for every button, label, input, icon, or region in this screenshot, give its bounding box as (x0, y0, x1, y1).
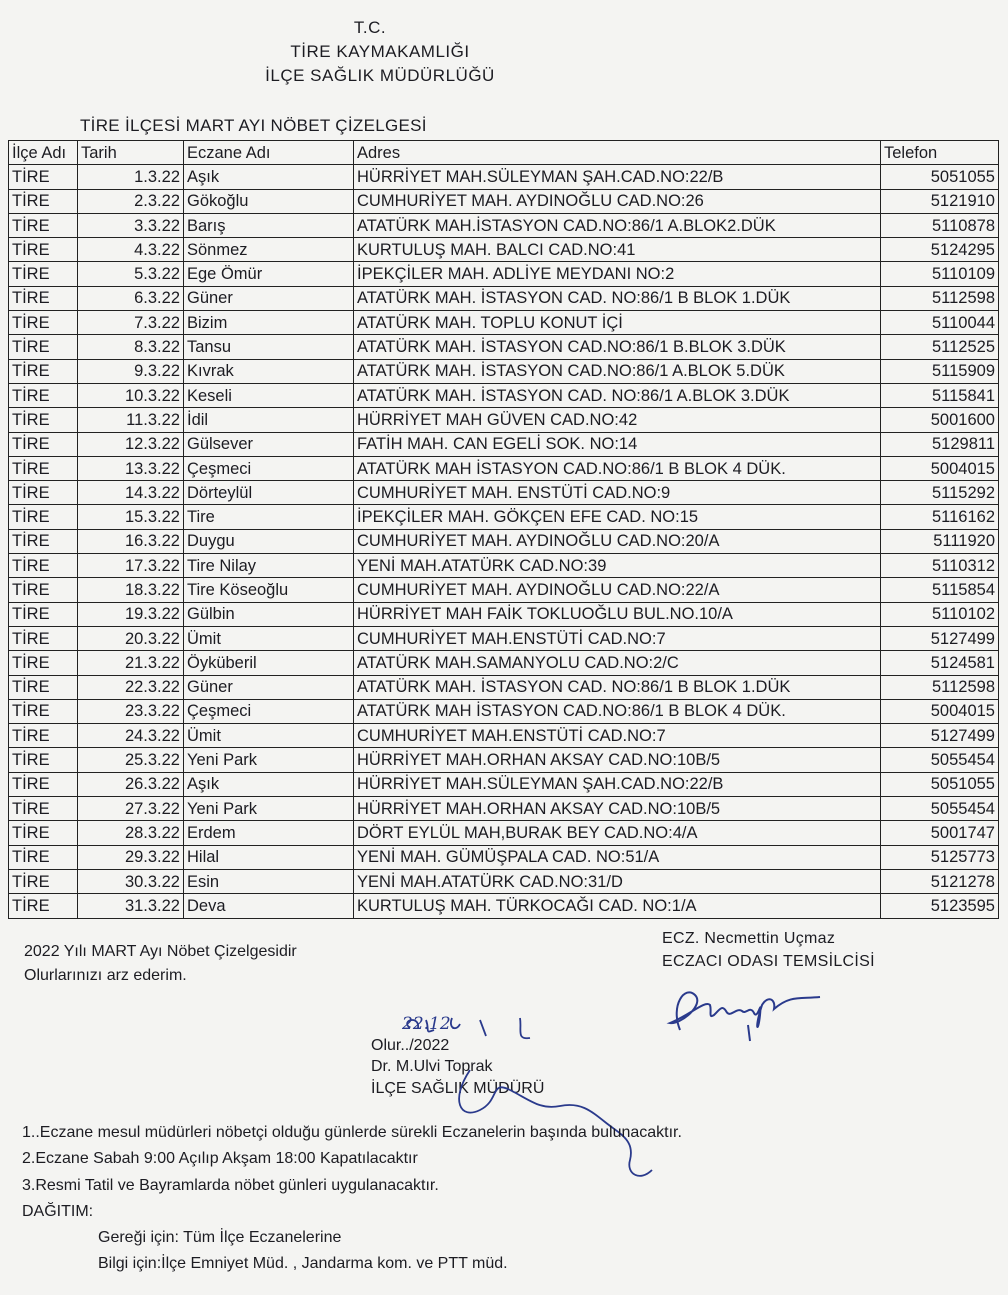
table-row (9, 408, 999, 432)
note-line-2: Olurlarınızı arz ederim. (24, 967, 187, 984)
phone-cell: 5115292 (881, 481, 999, 505)
table-row (9, 699, 999, 723)
date-cell: 14.3.22 (78, 481, 184, 505)
address-cell: ATATÜRK MAH. İSTASYON CAD. NO:86/1 A.BLOK 3.DÜK (354, 383, 881, 407)
pharmacy-name-cell: Dörteylül (184, 481, 354, 505)
date-cell: 27.3.22 (78, 797, 184, 821)
table-row (9, 505, 999, 529)
address-cell: ATATÜRK MAH İSTASYON CAD.NO:86/1 B BLOK 4 DÜK. (354, 699, 881, 723)
date-cell: 10.3.22 (78, 383, 184, 407)
pharmacy-name-cell: Esin (184, 869, 354, 893)
date-cell: 28.3.22 (78, 821, 184, 845)
table-row (9, 213, 999, 237)
address-cell: ATATÜRK MAH. TOPLU KONUT İÇİ (354, 311, 881, 335)
address-cell: HÜRRİYET MAH.SÜLEYMAN ŞAH.CAD.NO:22/B (354, 165, 881, 189)
pharmacy-name-cell: İdil (184, 408, 354, 432)
approval-olur-handwritten: 22.12. (402, 1014, 457, 1034)
pharmacy-name-cell: Sönmez (184, 238, 354, 262)
date-cell: 19.3.22 (78, 602, 184, 626)
address-cell: YENİ MAH. GÜMÜŞPALA CAD. NO:51/A (354, 845, 881, 869)
district-cell: TİRE (9, 165, 78, 189)
address-cell: YENİ MAH.ATATÜRK CAD.NO:31/D (354, 869, 881, 893)
date-cell: 26.3.22 (78, 772, 184, 796)
district-cell: TİRE (9, 456, 78, 480)
district-cell: TİRE (9, 748, 78, 772)
address-cell: HÜRRİYET MAH FAİK TOKLUOĞLU BUL.NO.10/A (354, 602, 881, 626)
date-cell: 20.3.22 (78, 626, 184, 650)
district-cell: TİRE (9, 481, 78, 505)
date-cell: 18.3.22 (78, 578, 184, 602)
district-cell: TİRE (9, 797, 78, 821)
date-cell: 25.3.22 (78, 748, 184, 772)
phone-cell: 5055454 (881, 748, 999, 772)
table-row (9, 359, 999, 383)
table-row (9, 311, 999, 335)
note-line-1: 2022 Yılı MART Ayı Nöbet Çizelgesidir (24, 943, 297, 960)
rule-1: 1..Eczane mesul müdürleri nöbetçi olduğu günlerde sürekli Eczanelerin başında bulunacaktır. (22, 1124, 682, 1141)
pharmacy-name-cell: Aşık (184, 165, 354, 189)
date-cell: 29.3.22 (78, 845, 184, 869)
date-cell: 22.3.22 (78, 675, 184, 699)
district-cell: TİRE (9, 505, 78, 529)
table-header-row (9, 141, 999, 165)
address-cell: CUMHURİYET MAH. AYDINOĞLU CAD.NO:26 (354, 189, 881, 213)
column-header: Eczane Adı (184, 141, 354, 165)
rule-2: 2.Eczane Sabah 9:00 Açılıp Akşam 18:00 Kapatılacaktır (22, 1150, 418, 1167)
pharmacy-name-cell: Tire Nilay (184, 554, 354, 578)
district-cell: TİRE (9, 432, 78, 456)
district-cell: TİRE (9, 238, 78, 262)
pharmacy-name-cell: Güner (184, 675, 354, 699)
district-cell: TİRE (9, 213, 78, 237)
address-cell: ATATÜRK MAH. İSTASYON CAD.NO:86/1 A.BLOK 5.DÜK (354, 359, 881, 383)
address-cell: YENİ MAH.ATATÜRK CAD.NO:39 (354, 554, 881, 578)
approval-olur: Olur../2022 (371, 1037, 450, 1054)
pharmacy-name-cell: Erdem (184, 821, 354, 845)
phone-cell: 5116162 (881, 505, 999, 529)
district-cell: TİRE (9, 408, 78, 432)
address-cell: ATATÜRK MAH İSTASYON CAD.NO:86/1 B BLOK 4 DÜK. (354, 456, 881, 480)
header-line-3: İLÇE SAĞLIK MÜDÜRLÜĞÜ (265, 66, 495, 85)
table-row (9, 772, 999, 796)
phone-cell: 5115854 (881, 578, 999, 602)
pharmacy-name-cell: Ümit (184, 724, 354, 748)
table-row (9, 529, 999, 553)
date-cell: 1.3.22 (78, 165, 184, 189)
representative-role: ECZACI ODASI TEMSİLCİSİ (662, 953, 875, 970)
phone-cell: 5121910 (881, 189, 999, 213)
representative-name: ECZ. Necmettin Uçmaz (662, 930, 836, 947)
district-cell: TİRE (9, 335, 78, 359)
address-cell: HÜRRİYET MAH.SÜLEYMAN ŞAH.CAD.NO:22/B (354, 772, 881, 796)
phone-cell: 5004015 (881, 699, 999, 723)
address-cell: KURTULUŞ MAH. TÜRKOCAĞI CAD. NO:1/A (354, 894, 881, 918)
date-cell: 15.3.22 (78, 505, 184, 529)
table-row (9, 238, 999, 262)
pharmacy-name-cell: Barış (184, 213, 354, 237)
phone-cell: 5124581 (881, 651, 999, 675)
date-cell: 6.3.22 (78, 286, 184, 310)
district-cell: TİRE (9, 286, 78, 310)
table-row (9, 821, 999, 845)
phone-cell: 5127499 (881, 724, 999, 748)
phone-cell: 5129811 (881, 432, 999, 456)
pharmacy-name-cell: Bizim (184, 311, 354, 335)
rule-3: 3.Resmi Tatil ve Bayramlarda nöbet günleri uygulanacaktır. (22, 1177, 439, 1194)
approval-role: İLÇE SAĞLIK MÜDÜRÜ (371, 1080, 545, 1097)
address-cell: ATATÜRK MAH. İSTASYON CAD. NO:86/1 B BLOK 1.DÜK (354, 286, 881, 310)
address-cell: CUMHURİYET MAH.ENSTÜTİ CAD.NO:7 (354, 626, 881, 650)
district-cell: TİRE (9, 311, 78, 335)
table-row (9, 456, 999, 480)
date-cell: 11.3.22 (78, 408, 184, 432)
district-cell: TİRE (9, 602, 78, 626)
table-row (9, 894, 999, 918)
address-cell: ATATÜRK MAH.İSTASYON CAD.NO:86/1 A.BLOK2.DÜK (354, 213, 881, 237)
pharmacy-name-cell: Deva (184, 894, 354, 918)
table-row (9, 797, 999, 821)
district-cell: TİRE (9, 554, 78, 578)
address-cell: KURTULUŞ MAH. BALCI CAD.NO:41 (354, 238, 881, 262)
table-row (9, 432, 999, 456)
district-cell: TİRE (9, 894, 78, 918)
district-cell: TİRE (9, 578, 78, 602)
pharmacy-name-cell: Keseli (184, 383, 354, 407)
table-row (9, 626, 999, 650)
pharmacy-name-cell: Kıvrak (184, 359, 354, 383)
address-cell: ATATÜRK MAH. İSTASYON CAD.NO:86/1 B.BLOK 3.DÜK (354, 335, 881, 359)
district-cell: TİRE (9, 529, 78, 553)
table-row (9, 189, 999, 213)
table-row (9, 165, 999, 189)
phone-cell: 5112598 (881, 675, 999, 699)
table-row (9, 578, 999, 602)
table-row (9, 383, 999, 407)
address-cell: HÜRRİYET MAH.ORHAN AKSAY CAD.NO:10B/5 (354, 748, 881, 772)
header-line-2: TİRE KAYMAKAMLIĞI (290, 42, 470, 61)
date-cell: 21.3.22 (78, 651, 184, 675)
date-cell: 31.3.22 (78, 894, 184, 918)
phone-cell: 5110312 (881, 554, 999, 578)
district-cell: TİRE (9, 724, 78, 748)
district-cell: TİRE (9, 262, 78, 286)
phone-cell: 5055454 (881, 797, 999, 821)
distribution-line-1: Gereği için: Tüm İlçe Eczanelerine (98, 1229, 342, 1246)
address-cell: İPEKÇİLER MAH. GÖKÇEN EFE CAD. NO:15 (354, 505, 881, 529)
date-cell: 7.3.22 (78, 311, 184, 335)
pharmacy-name-cell: Gökoğlu (184, 189, 354, 213)
table-row (9, 845, 999, 869)
column-header: Tarih (78, 141, 184, 165)
date-cell: 9.3.22 (78, 359, 184, 383)
date-cell: 24.3.22 (78, 724, 184, 748)
address-cell: HÜRRİYET MAH GÜVEN CAD.NO:42 (354, 408, 881, 432)
phone-cell: 5124295 (881, 238, 999, 262)
address-cell: CUMHURİYET MAH. AYDINOĞLU CAD.NO:20/A (354, 529, 881, 553)
phone-cell: 5127499 (881, 626, 999, 650)
table-body (9, 165, 999, 918)
phone-cell: 5004015 (881, 456, 999, 480)
pharmacy-name-cell: Tansu (184, 335, 354, 359)
date-cell: 2.3.22 (78, 189, 184, 213)
column-header: Telefon (881, 141, 999, 165)
address-cell: DÖRT EYLÜL MAH,BURAK BEY CAD.NO:4/A (354, 821, 881, 845)
column-header: İlçe Adı (9, 141, 78, 165)
district-cell: TİRE (9, 772, 78, 796)
address-cell: CUMHURİYET MAH. AYDINOĞLU CAD.NO:22/A (354, 578, 881, 602)
pharmacy-name-cell: Gülbin (184, 602, 354, 626)
table-row (9, 675, 999, 699)
district-cell: TİRE (9, 359, 78, 383)
phone-cell: 5051055 (881, 772, 999, 796)
date-cell: 30.3.22 (78, 869, 184, 893)
date-cell: 23.3.22 (78, 699, 184, 723)
pharmacy-name-cell: Öyküberil (184, 651, 354, 675)
address-cell: CUMHURİYET MAH. ENSTÜTİ CAD.NO:9 (354, 481, 881, 505)
district-cell: TİRE (9, 383, 78, 407)
phone-cell: 5001600 (881, 408, 999, 432)
table-row (9, 335, 999, 359)
phone-cell: 5110109 (881, 262, 999, 286)
address-cell: ATATÜRK MAH. İSTASYON CAD. NO:86/1 B BLOK 1.DÜK (354, 675, 881, 699)
phone-cell: 5121278 (881, 869, 999, 893)
district-cell: TİRE (9, 699, 78, 723)
pharmacy-name-cell: Hilal (184, 845, 354, 869)
phone-cell: 5115909 (881, 359, 999, 383)
phone-cell: 5001747 (881, 821, 999, 845)
phone-cell: 5112525 (881, 335, 999, 359)
schedule-title: TİRE İLÇESİ MART AYI NÖBET ÇİZELGESİ (80, 116, 427, 135)
pharmacy-name-cell: Aşık (184, 772, 354, 796)
table-row (9, 481, 999, 505)
phone-cell: 5115841 (881, 383, 999, 407)
date-cell: 3.3.22 (78, 213, 184, 237)
phone-cell: 5111920 (881, 529, 999, 553)
pharmacy-name-cell: Çeşmeci (184, 699, 354, 723)
column-header: Adres (354, 141, 881, 165)
table-row (9, 286, 999, 310)
date-cell: 16.3.22 (78, 529, 184, 553)
table-row (9, 262, 999, 286)
table-row (9, 554, 999, 578)
table-row (9, 724, 999, 748)
district-cell: TİRE (9, 869, 78, 893)
pharmacy-name-cell: Gülsever (184, 432, 354, 456)
pharmacy-name-cell: Yeni Park (184, 748, 354, 772)
address-cell: FATİH MAH. CAN EGELİ SOK. NO:14 (354, 432, 881, 456)
phone-cell: 5110044 (881, 311, 999, 335)
address-cell: İPEKÇİLER MAH. ADLİYE MEYDANI NO:2 (354, 262, 881, 286)
pharmacy-name-cell: Duygu (184, 529, 354, 553)
phone-cell: 5110102 (881, 602, 999, 626)
pharmacy-name-cell: Tire Köseoğlu (184, 578, 354, 602)
address-cell: ATATÜRK MAH.SAMANYOLU CAD.NO:2/C (354, 651, 881, 675)
district-cell: TİRE (9, 626, 78, 650)
date-cell: 5.3.22 (78, 262, 184, 286)
pharmacy-name-cell: Ege Ömür (184, 262, 354, 286)
pharmacy-name-cell: Ümit (184, 626, 354, 650)
pharmacy-name-cell: Güner (184, 286, 354, 310)
director-signature (390, 1010, 850, 1190)
pharmacy-name-cell: Tire (184, 505, 354, 529)
phone-cell: 5125773 (881, 845, 999, 869)
phone-cell: 5051055 (881, 165, 999, 189)
district-cell: TİRE (9, 821, 78, 845)
date-cell: 12.3.22 (78, 432, 184, 456)
district-cell: TİRE (9, 189, 78, 213)
date-cell: 13.3.22 (78, 456, 184, 480)
duty-schedule-table (8, 140, 999, 919)
phone-cell: 5110878 (881, 213, 999, 237)
table-row (9, 651, 999, 675)
district-cell: TİRE (9, 651, 78, 675)
phone-cell: 5123595 (881, 894, 999, 918)
distribution-label: DAĞITIM: (22, 1203, 94, 1220)
table-row (9, 602, 999, 626)
date-cell: 17.3.22 (78, 554, 184, 578)
approval-name: Dr. M.Ulvi Toprak (371, 1058, 493, 1075)
phone-cell: 5112598 (881, 286, 999, 310)
pharmacy-name-cell: Çeşmeci (184, 456, 354, 480)
date-cell: 8.3.22 (78, 335, 184, 359)
table-row (9, 748, 999, 772)
header-line-1: T.C. (353, 18, 387, 37)
district-cell: TİRE (9, 845, 78, 869)
pharmacy-name-cell: Yeni Park (184, 797, 354, 821)
address-cell: HÜRRİYET MAH.ORHAN AKSAY CAD.NO:10B/5 (354, 797, 881, 821)
address-cell: CUMHURİYET MAH.ENSTÜTİ CAD.NO:7 (354, 724, 881, 748)
date-cell: 4.3.22 (78, 238, 184, 262)
table-row (9, 869, 999, 893)
distribution-line-2: Bilgi için:İlçe Emniyet Müd. , Jandarma kom. ve PTT müd. (98, 1255, 508, 1272)
district-cell: TİRE (9, 675, 78, 699)
